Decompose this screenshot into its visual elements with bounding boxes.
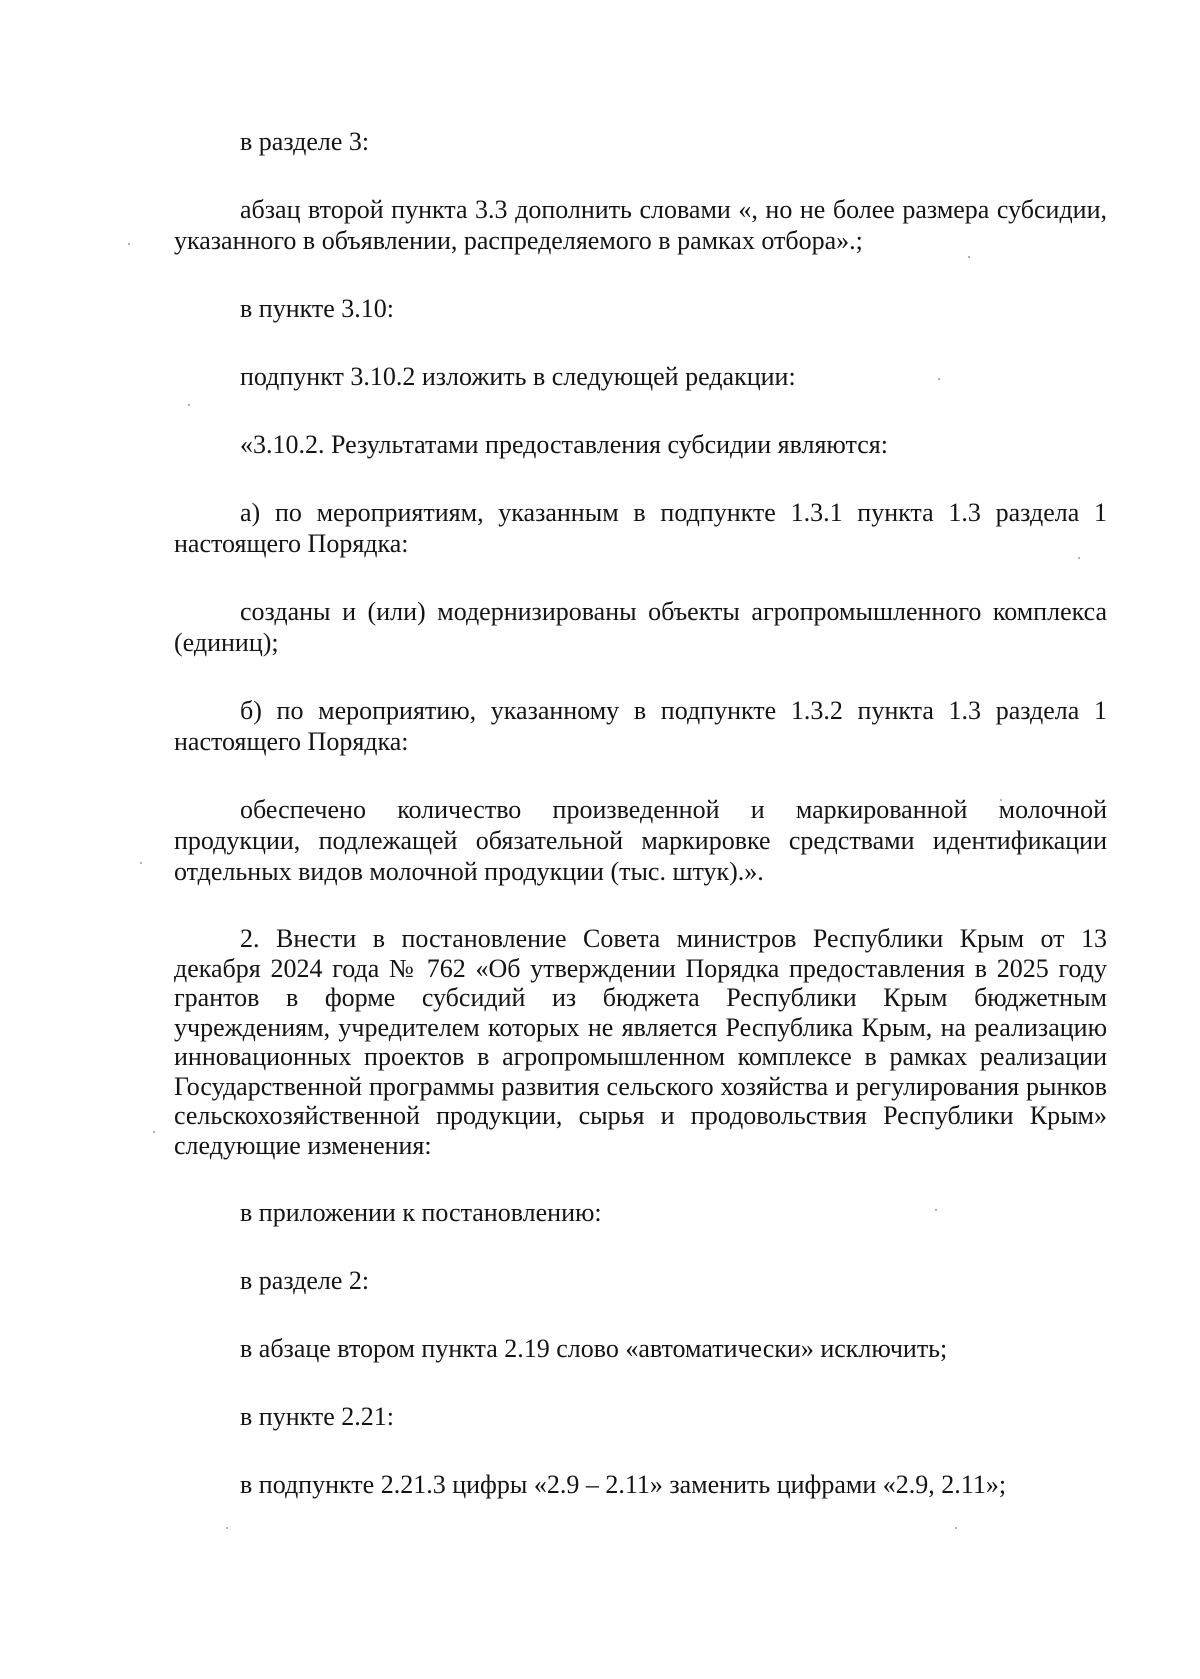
paragraph-section-3: в разделе 3: xyxy=(240,127,370,156)
paragraph-item-3-3: абзац второй пункта 3.3 дополнить словами «, но не более размера субсидии, указанного в объявлении, распределяемого в рамках отбора».; xyxy=(174,195,1107,255)
scan-speck xyxy=(128,243,130,245)
paragraph-item-3-10: в пункте 3.10: xyxy=(240,294,395,323)
document-body xyxy=(174,126,1107,1500)
paragraph-subitem-3-10-2: подпункт 3.10.2 изложить в следующей редакции: xyxy=(240,362,796,391)
scan-speck xyxy=(153,1131,155,1133)
paragraph-results-a: а) по мероприятиям, указанным в подпункте 1.3.1 пункта 1.3 раздела 1 настоящего Порядка: xyxy=(174,498,1107,558)
paragraph-item-2-21: в пункте 2.21: xyxy=(240,1402,395,1431)
paragraph-point-2: 2. Внести в постановление Совета министров Республики Крым от 13 декабря 2024 года № 762 «Об утверждении Порядка предоставления в 2025 году грантов в форме субсидий из бюджета Республики Крым бюджетным учреждениям, учредителем которых не является Республика Крым, на реализацию инновационных проектов в агропромышленном комплексе в рамках реализации Государственной программы развития сельского хозяйства и регулирования рынков сельскохозяйственной продукции, сырья и продовольствия Республики Крым» следующие изменения: xyxy=(174,924,1107,1160)
paragraph-annex: в приложении к постановлению: xyxy=(240,1198,602,1227)
scan-speck xyxy=(140,862,142,864)
paragraph-subitem-2-21-3: в подпункте 2.21.3 цифры «2.9 – 2.11» заменить цифрами «2.9, 2.11»; xyxy=(240,1470,1007,1499)
paragraph-section-2: в разделе 2: xyxy=(240,1266,370,1295)
paragraph-results-heading: «3.10.2. Результатами предоставления субсидии являются: xyxy=(240,430,888,459)
scan-speck xyxy=(226,1527,228,1529)
paragraph-results-b-value: обеспечено количество произведенной и маркированной молочной продукции, подлежащей обязательной маркировке средствами идентификации отдельных видов молочной продукции (тыс. штук).». xyxy=(174,795,1107,886)
paragraph-item-2-19: в абзаце втором пункта 2.19 слово «автоматически» исключить; xyxy=(240,1334,948,1363)
scan-speck xyxy=(955,1527,957,1529)
paragraph-results-a-value: созданы и (или) модернизированы объекты агропромышленного комплекса (единиц); xyxy=(174,597,1107,657)
paragraph-results-b: б) по мероприятию, указанному в подпункте 1.3.2 пункта 1.3 раздела 1 настоящего Порядка: xyxy=(174,696,1107,756)
